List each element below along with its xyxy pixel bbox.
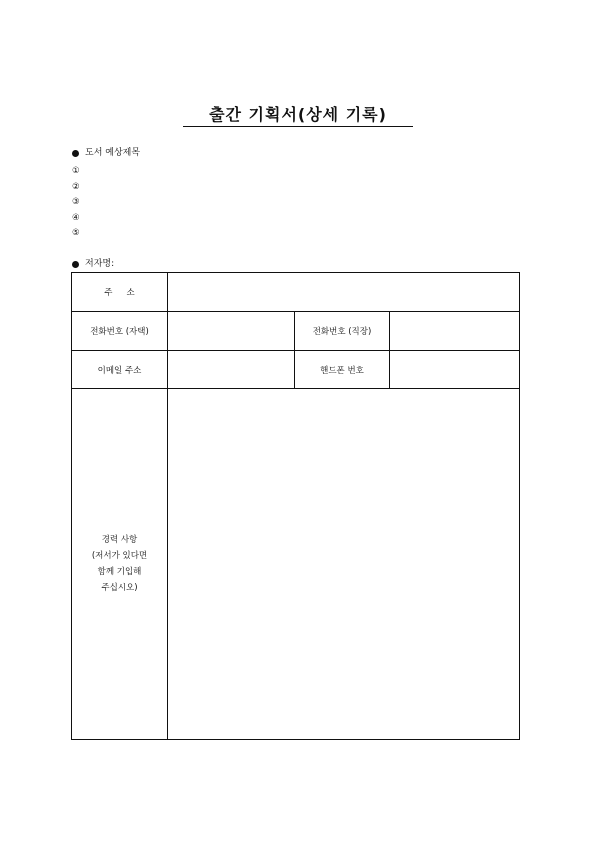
document-title: 출간 기획서(상세 기록) bbox=[183, 104, 413, 127]
career-field[interactable] bbox=[168, 389, 520, 740]
mobile-field[interactable] bbox=[390, 351, 520, 389]
career-label-line: 주십시오) bbox=[101, 583, 138, 593]
section-author-label: 저자명: bbox=[85, 259, 115, 269]
section-book-title bbox=[72, 147, 140, 159]
phone-work-field[interactable] bbox=[390, 312, 520, 351]
address-label: 주소 bbox=[72, 273, 168, 312]
phone-work-label: 전화번호 (직장) bbox=[295, 312, 390, 351]
list-item: ④ bbox=[72, 212, 80, 223]
table-row bbox=[72, 312, 520, 351]
email-label: 이메일 주소 bbox=[72, 351, 168, 389]
section-book-title-label: 도서 예상제목 bbox=[85, 148, 141, 158]
address-field[interactable] bbox=[168, 273, 520, 312]
title-candidate-list bbox=[72, 164, 80, 242]
career-label-line: 경력 사항 bbox=[101, 535, 138, 545]
list-item: ① bbox=[72, 166, 80, 176]
phone-home-label: 전화번호 (자택) bbox=[72, 312, 168, 351]
author-info-table bbox=[71, 272, 520, 740]
phone-home-field[interactable] bbox=[168, 312, 295, 351]
career-label bbox=[72, 389, 168, 740]
list-item: ⑤ bbox=[72, 228, 80, 238]
list-item: ③ bbox=[72, 197, 80, 207]
mobile-label: 핸드폰 번호 bbox=[295, 351, 390, 389]
bullet-icon bbox=[72, 261, 79, 268]
career-label-line: 함께 기입해 bbox=[97, 567, 142, 577]
section-author bbox=[72, 258, 114, 270]
bullet-icon bbox=[72, 150, 79, 157]
table-row bbox=[72, 273, 520, 312]
table-row bbox=[72, 389, 520, 740]
table-row bbox=[72, 351, 520, 389]
list-item: ② bbox=[72, 181, 80, 192]
email-field[interactable] bbox=[168, 351, 295, 389]
career-label-line: (저서가 있다면 bbox=[91, 551, 148, 561]
